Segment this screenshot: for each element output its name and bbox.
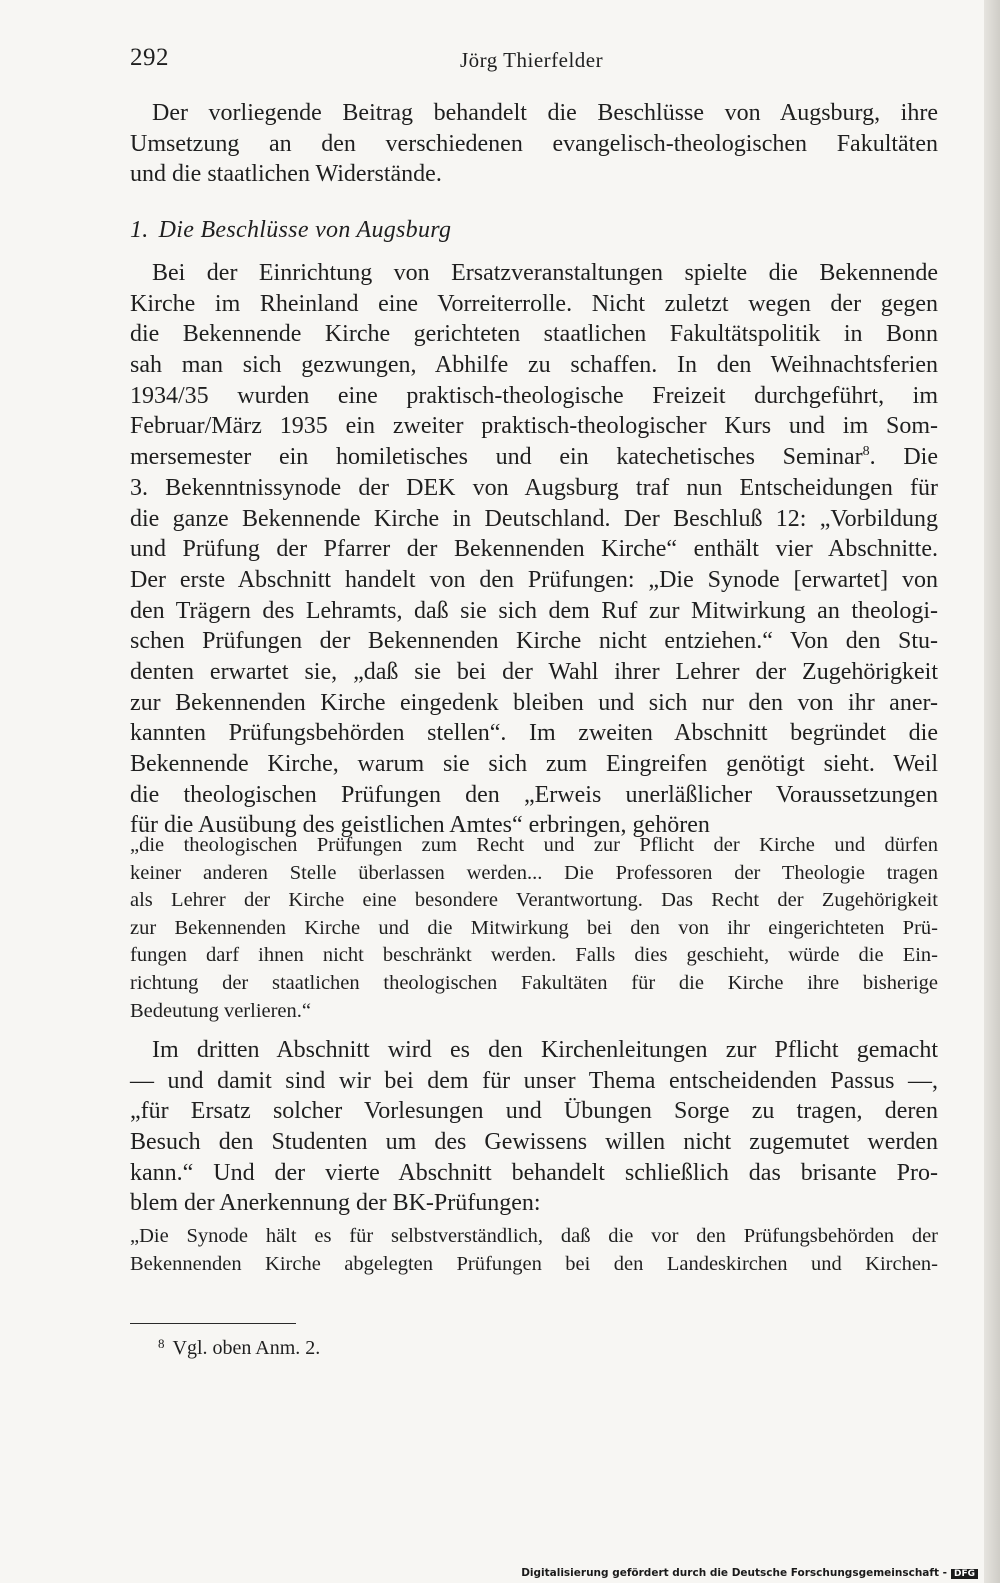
text-line: blem der Anerkennung der BK-Prüfungen:: [130, 1190, 541, 1217]
page-edge-shadow: [984, 0, 1000, 1583]
text-line-with-footnote: [130, 442, 938, 473]
text-line: Im dritten Abschnitt wird es den Kirchenleitungen zur Pflicht gemacht: [152, 1037, 938, 1063]
text-line: — und damit sind wir bei dem für unser Thema entscheidenden Passus —,: [130, 1067, 938, 1094]
quote-line: richtung der staatlichen theologischen Fakultäten für die Kirche ihre bisherige: [130, 971, 938, 994]
text-line: 1934/35 wurden eine praktisch-theologische Freizeit durchgeführt, im: [130, 382, 938, 409]
running-title-author: Jörg Thierfelder: [460, 48, 604, 72]
footnote: [158, 1336, 320, 1360]
digitization-credit: [521, 1567, 978, 1579]
quote-line: zur Bekennenden Kirche und die Mitwirkung bei den von ihr eingerichteten Prü-: [130, 916, 938, 939]
text-line: Umsetzung an den verschiedenen evangelisch-theologischen Fakultäten: [130, 130, 938, 157]
text-line: für die Ausübung des geistlichen Amtes“ erbringen, gehören: [130, 812, 710, 839]
section-title: Die Beschlüsse von Augsburg: [158, 217, 452, 243]
text-line: kannten Prüfungsbehörden stellen“. Im zweiten Abschnitt begründet die: [130, 720, 938, 747]
quote-line: Bedeutung verlieren.“: [130, 999, 312, 1022]
section-heading: [130, 217, 451, 244]
quote-line: als Lehrer der Kirche eine besondere Verantwortung. Das Recht der Zugehörigkeit: [130, 889, 938, 912]
text-line: die Bekennende Kirche gerichteten staatlichen Fakultätspolitik in Bonn: [130, 321, 938, 348]
section-number: 1.: [130, 217, 149, 243]
text-line: und Prüfung der Pfarrer der Bekennenden Kirche“ enthält vier Abschnitte.: [130, 536, 938, 563]
text-line: 3. Bekenntnissynode der DEK von Augsburg traf nun Entscheidungen für: [130, 474, 938, 501]
block-quote: [130, 832, 938, 1025]
quote-line: „die theologischen Prüfungen zum Recht und zur Pflicht der Kirche und dürfen: [130, 834, 938, 856]
text-line: den Trägern des Lehramts, daß sie sich dem Ruf zur Mitwirkung an theologi-: [130, 597, 938, 624]
footnote-reference[interactable]: 8: [862, 444, 870, 460]
text-line: kann.“ Und der vierte Abschnitt behandelt schließlich das brisante Pro-: [130, 1159, 938, 1186]
text-line: die ganze Bekennende Kirche in Deutschland. Der Beschluß 12: „Vorbildung: [130, 505, 938, 532]
text-line: Bei der Einrichtung von Ersatzveranstaltungen spielte die Bekennende: [152, 260, 938, 286]
text-line: schen Prüfungen der Bekennenden Kirche nicht entziehen.“ Von den Stu-: [130, 628, 938, 655]
footnote-divider: [130, 1323, 296, 1324]
third-paragraph: [130, 1035, 938, 1219]
text-line: Februar/März 1935 ein zweiter praktisch-theologischer Kurs und im Som-: [130, 413, 938, 440]
intro-paragraph: [130, 98, 938, 190]
text-line: Der erste Abschnitt handelt von den Prüfungen: „Die Synode [erwartet] von: [130, 566, 938, 593]
quote-line: keiner anderen Stelle überlassen werden... Die Professoren der Theologie tragen: [130, 861, 938, 884]
text-line: Kirche im Rheinland eine Vorreiterrolle. Nicht zuletzt wegen der gegen: [130, 290, 938, 317]
credit-text: Digitalisierung gefördert durch die Deutsche Forschungsgemeinschaft -: [521, 1567, 947, 1579]
quote-line: „Die Synode hält es für selbstverständlich, daß die vor den Prüfungsbehörden der: [130, 1225, 938, 1247]
footnote-text: Vgl. oben Anm. 2.: [172, 1337, 321, 1359]
running-header: [130, 44, 938, 84]
text-line: „für Ersatz solcher Vorlesungen und Übungen Sorge zu tragen, deren: [130, 1098, 938, 1125]
text-line: Der vorliegende Beitrag behandelt die Beschlüsse von Augsburg, ihre: [152, 100, 938, 126]
text-line: Bekennende Kirche, warum sie sich zum Eingreifen genötigt sieht. Weil: [130, 751, 938, 777]
footnote-marker: 8: [158, 1336, 165, 1351]
text-line: zur Bekennenden Kirche eingedenk bleiben und sich nur den von ihr aner-: [130, 689, 938, 716]
quote-line: Bekennenden Kirche abgelegten Prüfungen bei den Landeskirchen und Kirchen-: [130, 1252, 938, 1275]
text-line: denten erwartet sie, „daß sie bei der Wahl ihrer Lehrer der Zugehörigkeit: [130, 658, 938, 685]
text-segment: mersemester ein homiletisches und ein katechetisches Seminar: [130, 444, 863, 471]
text-segment: . Die: [869, 444, 938, 471]
text-line: und die staatlichen Widerstände.: [130, 161, 442, 188]
dfg-logo-badge: DFG: [951, 1569, 978, 1579]
text-line: sah man sich gezwungen, Abhilfe zu schaffen. In den Weihnachtsferien: [130, 352, 938, 379]
block-quote: [130, 1223, 938, 1278]
page-number: 292: [130, 44, 169, 71]
text-line: die theologischen Prüfungen den „Erweis unerläßlicher Voraussetzungen: [130, 781, 938, 808]
main-paragraph: [130, 258, 938, 841]
quote-line: fungen darf ihnen nicht beschränkt werden. Falls dies geschieht, würde die Ein-: [130, 944, 938, 967]
text-line: Besuch den Studenten um des Gewissens willen nicht zugemutet werden: [130, 1129, 938, 1156]
